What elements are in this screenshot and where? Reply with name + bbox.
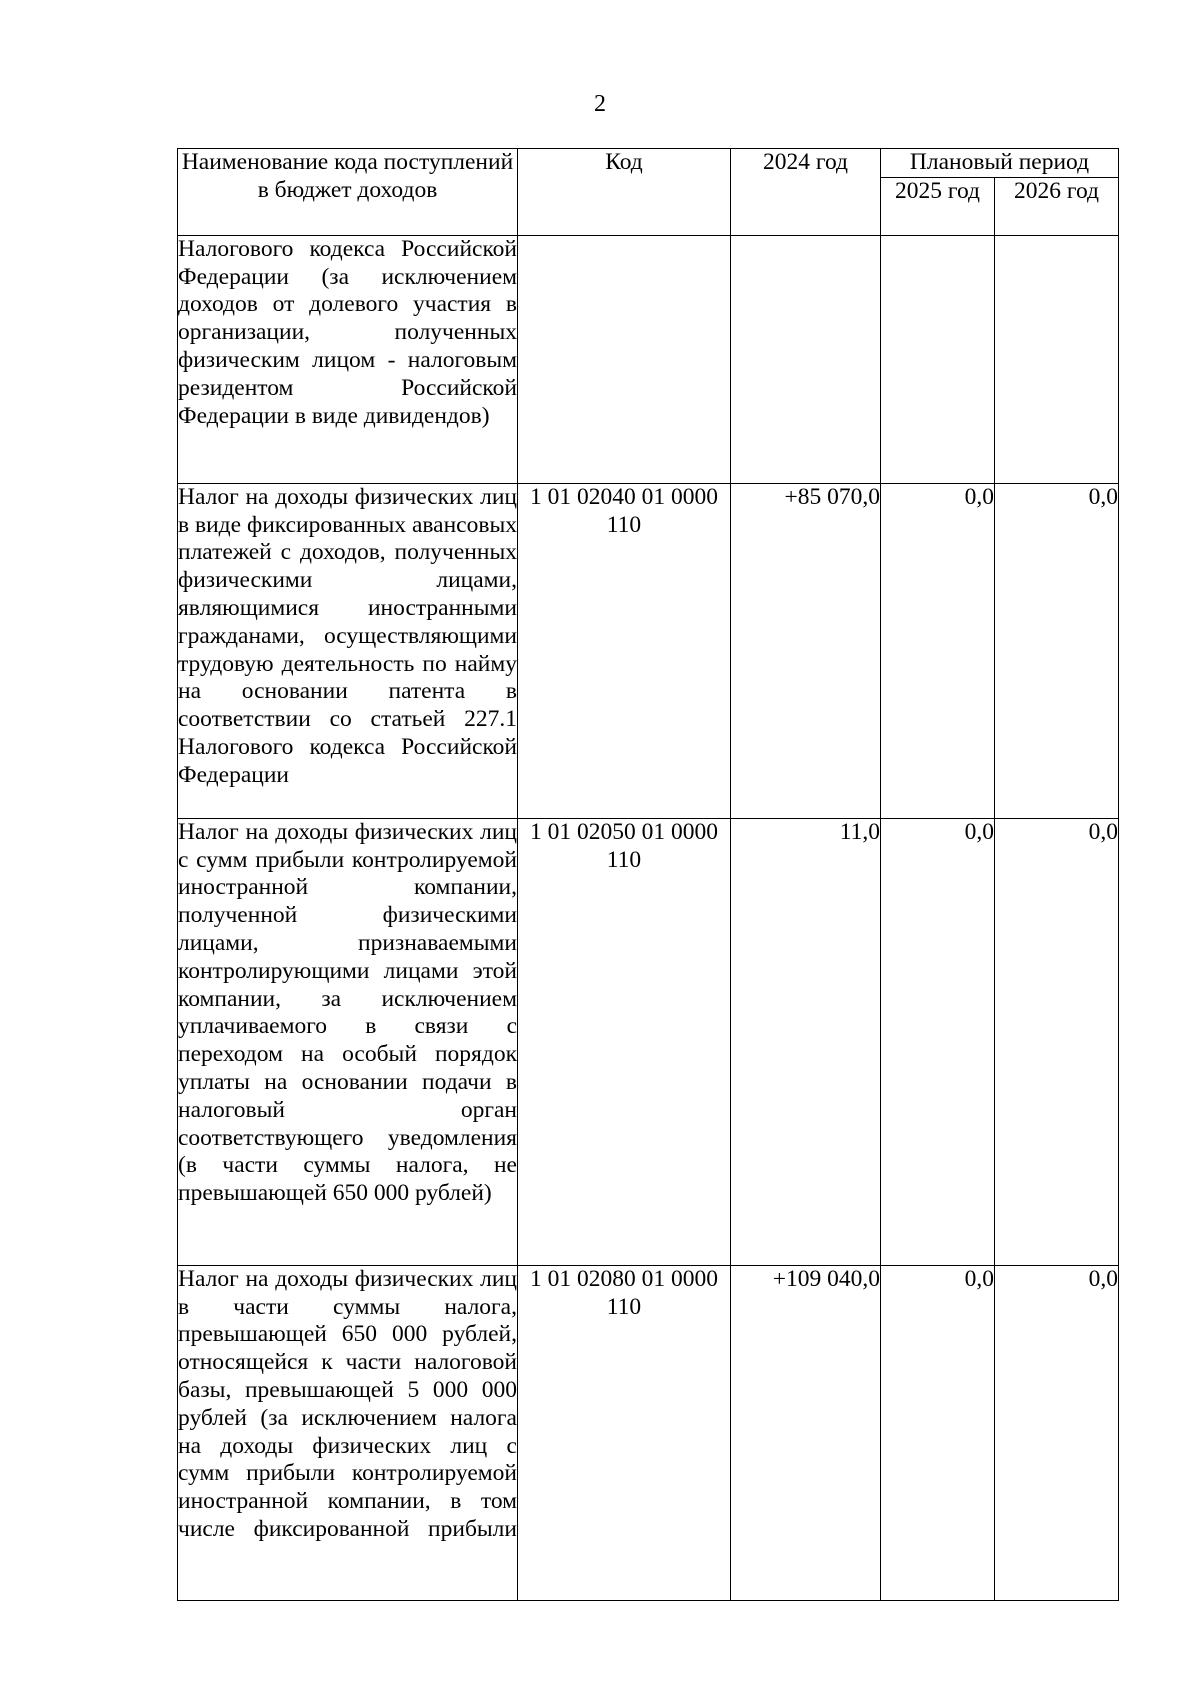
header-2026: 2026 год bbox=[995, 177, 1119, 235]
row-value-2024 bbox=[731, 235, 881, 483]
revenue-table bbox=[177, 148, 1119, 1601]
header-planned-period: Плановый период bbox=[881, 149, 1119, 178]
row-value-2026: 0,0 bbox=[995, 483, 1119, 818]
row-name: Налог на доходы физических лиц с сумм прибыли контролируемой иностранной компании, полученной физическими лицами, признаваемыми контролирующими лицами этой компании, за исключением уплачиваемого в связи с переходом на особый порядок уплаты на основании подачи в налоговый орган соответствующего уведомления (в части суммы налога, не превышающей 650 000 рублей) bbox=[178, 818, 518, 1265]
table-row bbox=[178, 483, 1119, 818]
header-name: Наименование кода поступлений в бюджет доходов bbox=[178, 149, 518, 236]
header-2024: 2024 год bbox=[731, 149, 881, 236]
table-row bbox=[178, 235, 1119, 483]
table-row bbox=[178, 1265, 1119, 1600]
row-code: 1 01 02040 01 0000 110 bbox=[518, 483, 731, 818]
row-name: Налогового кодекса Российской Федерации (за исключением доходов от долевого участия в организации, полученных физическим лицом - налоговым резидентом Российской Федерации в виде дивидендов) bbox=[178, 235, 518, 483]
row-value-2026 bbox=[995, 235, 1119, 483]
row-value-2026: 0,0 bbox=[995, 818, 1119, 1265]
row-value-2025 bbox=[881, 235, 995, 483]
row-name: Налог на доходы физических лиц в виде фиксированных авансовых платежей с доходов, полученных физическими лицами, являющимися иностранными гражданами, осуществляющими трудовую деятельность по найму на основании патента в соответствии со статьей 227.1 Налогового кодекса Российской Федерации bbox=[178, 483, 518, 818]
page-number: 2 bbox=[594, 91, 606, 117]
table-row bbox=[178, 818, 1119, 1265]
row-value-2024: +109 040,0 bbox=[731, 1265, 881, 1600]
row-value-2026: 0,0 bbox=[995, 1265, 1119, 1600]
row-code: 1 01 02050 01 0000 110 bbox=[518, 818, 731, 1265]
row-value-2024: +85 070,0 bbox=[731, 483, 881, 818]
row-value-2025: 0,0 bbox=[881, 1265, 995, 1600]
row-value-2025: 0,0 bbox=[881, 483, 995, 818]
header-2025: 2025 год bbox=[881, 177, 995, 235]
header-code: Код bbox=[518, 149, 731, 236]
row-code: 1 01 02080 01 0000 110 bbox=[518, 1265, 731, 1600]
row-code bbox=[518, 235, 731, 483]
row-value-2024: 11,0 bbox=[731, 818, 881, 1265]
row-name: Налог на доходы физических лиц в части суммы налога, превышающей 650 000 рублей, относящейся к части налоговой базы, превышающей 5 000 000 рублей (за исключением налога на доходы физических лиц с сумм прибыли контролируемой иностранной компании, в том числе фиксированной прибыли bbox=[178, 1265, 518, 1600]
row-value-2025: 0,0 bbox=[881, 818, 995, 1265]
